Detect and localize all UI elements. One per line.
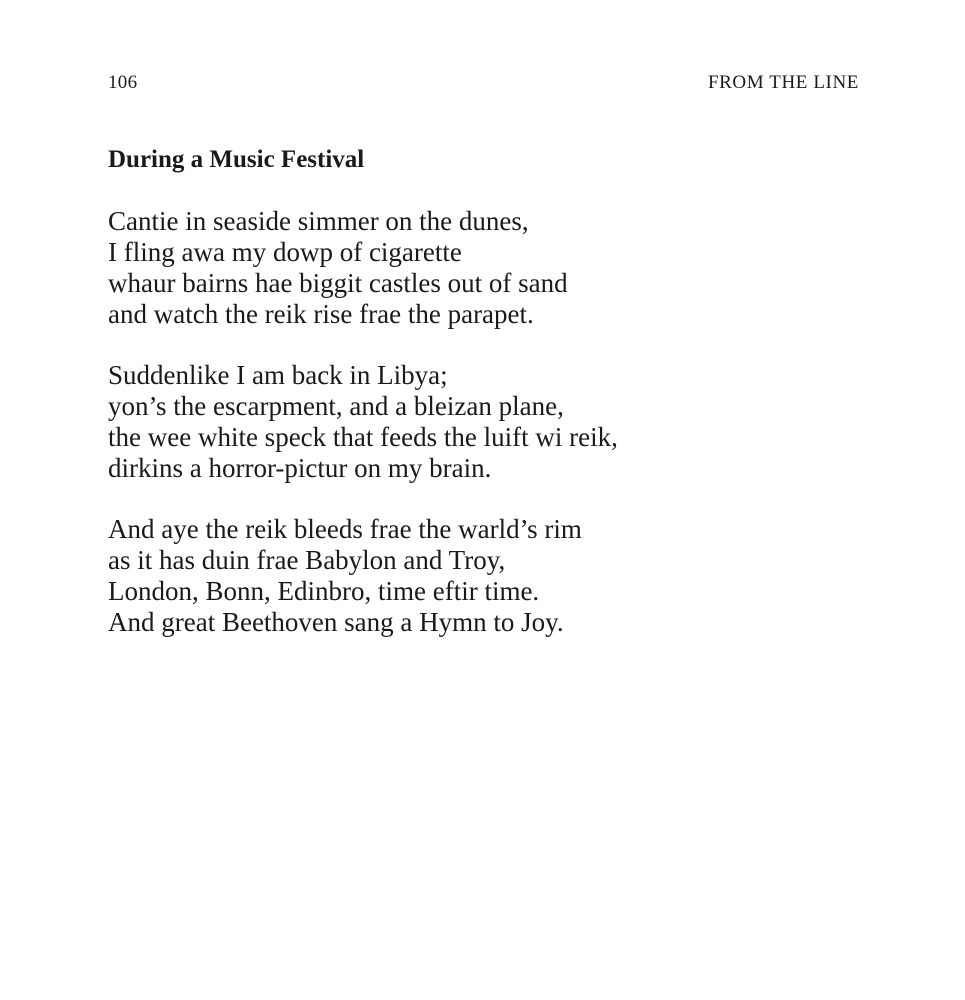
poem-line: I fling awa my dowp of cigarette: [108, 237, 462, 267]
stanza-3: [108, 514, 868, 638]
poem-line: And aye the reik bleeds frae the warld’s rim: [108, 514, 582, 544]
poem-line: London, Bonn, Edinbro, time eftir time.: [108, 576, 540, 606]
page-number: 106: [108, 72, 138, 93]
stanza-2: [108, 360, 868, 484]
poem-line: yon’s the escarpment, and a bleizan plane,: [108, 391, 564, 421]
poem-line: And great Beethoven sang a Hymn to Joy.: [108, 607, 564, 637]
poem-line: whaur bairns hae biggit castles out of sand: [108, 268, 568, 298]
page-header: [108, 72, 859, 98]
running-head: FROM THE LINE: [707, 72, 859, 93]
poem-line: as it has duin frae Babylon and Troy,: [108, 545, 506, 575]
stanza-1: [108, 206, 868, 330]
poem-line: Cantie in seaside simmer on the dunes,: [108, 206, 529, 236]
poem-title: During a Music Festival: [108, 146, 365, 173]
poem-line: the wee white speck that feeds the luift wi reik,: [108, 422, 618, 452]
poem-line: and watch the reik rise frae the parapet.: [108, 299, 534, 329]
poem-body: [108, 206, 868, 668]
poem-line: Suddenlike I am back in Libya;: [108, 360, 448, 390]
poem-line: dirkins a horror-pictur on my brain.: [108, 453, 492, 483]
